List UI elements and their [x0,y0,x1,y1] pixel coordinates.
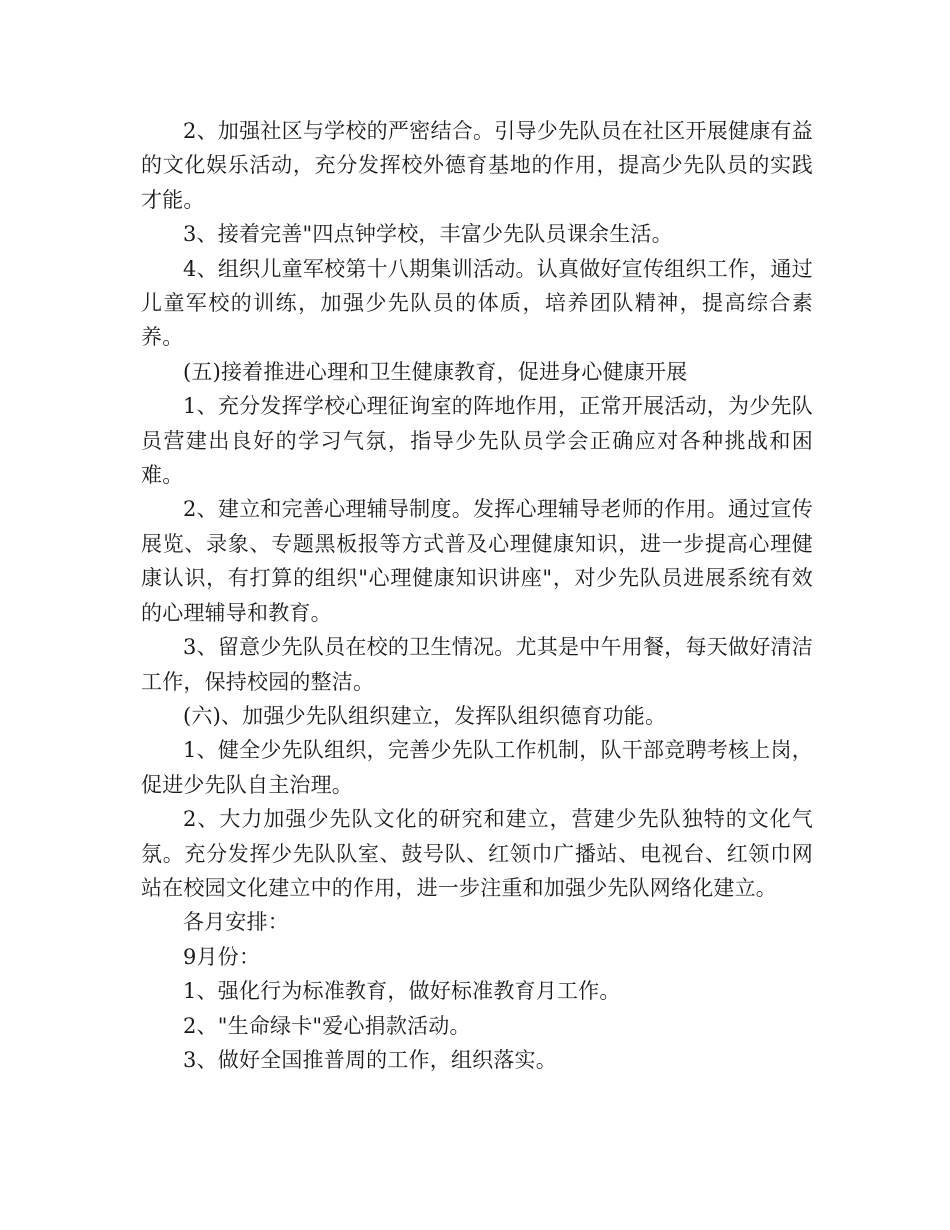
schedule-heading: 各月安排： [183,910,289,935]
paragraph: 3、接着完善"四点钟学校，丰富少先队员课余生活。 [183,222,673,247]
list-item: 1、强化行为标准教育，做好标准教育月工作。 [183,979,621,1004]
month-heading: 9月份： [183,944,261,969]
paragraph: 4、组织儿童军校第十八期集训活动。认真做好宣传组织工作，通过儿童军校的训练，加强少先队员的体质，培养团队精神，提高综合素养。 [141,256,813,350]
list-item: 2、"生命绿卡"爱心捐款活动。 [183,1013,471,1038]
paragraph: 2、建立和完善心理辅导制度。发挥心理辅导老师的作用。通过宣传展览、录象、专题黑板报等方式普及心理健康知识，进一步提高心理健康认识，有打算的组织"心理健康知识讲座"，对少先队员进展系统有效的心理辅导和教育。 [141,497,813,625]
section-heading: (五)接着推进心理和卫生健康教育，促进身心健康开展 [183,359,688,384]
document-body [141,114,813,1077]
paragraph: 2、加强社区与学校的严密结合。引导少先队员在社区开展健康有益的文化娱乐活动，充分发挥校外德育基地的作用，提高少先队员的实践才能。 [141,119,813,212]
paragraph: 2、大力加强少先队文化的研究和建立，营建少先队独特的文化气氛。充分发挥少先队队室、鼓号队、红领巾广播站、电视台、红领巾网站在校园文化建立中的作用，进一步注重和加强少先队网络化建立。 [141,807,813,900]
section-heading: (六)、加强少先队组织建立，发挥队组织德育功能。 [183,703,667,728]
list-item: 3、做好全国推普周的工作，组织落实。 [183,1047,557,1072]
paragraph: 3、留意少先队员在校的卫生情况。尤其是中午用餐，每天做好清洁工作，保持校园的整洁。 [141,635,813,694]
paragraph: 1、充分发挥学校心理征询室的阵地作用，正常开展活动，为少先队员营建出良好的学习气氛，指导少先队员学会正确应对各种挑战和困难。 [141,394,813,488]
paragraph: 1、健全少先队组织，完善少先队工作机制，队干部竞聘考核上岗，促进少先队自主治理。 [141,738,813,797]
